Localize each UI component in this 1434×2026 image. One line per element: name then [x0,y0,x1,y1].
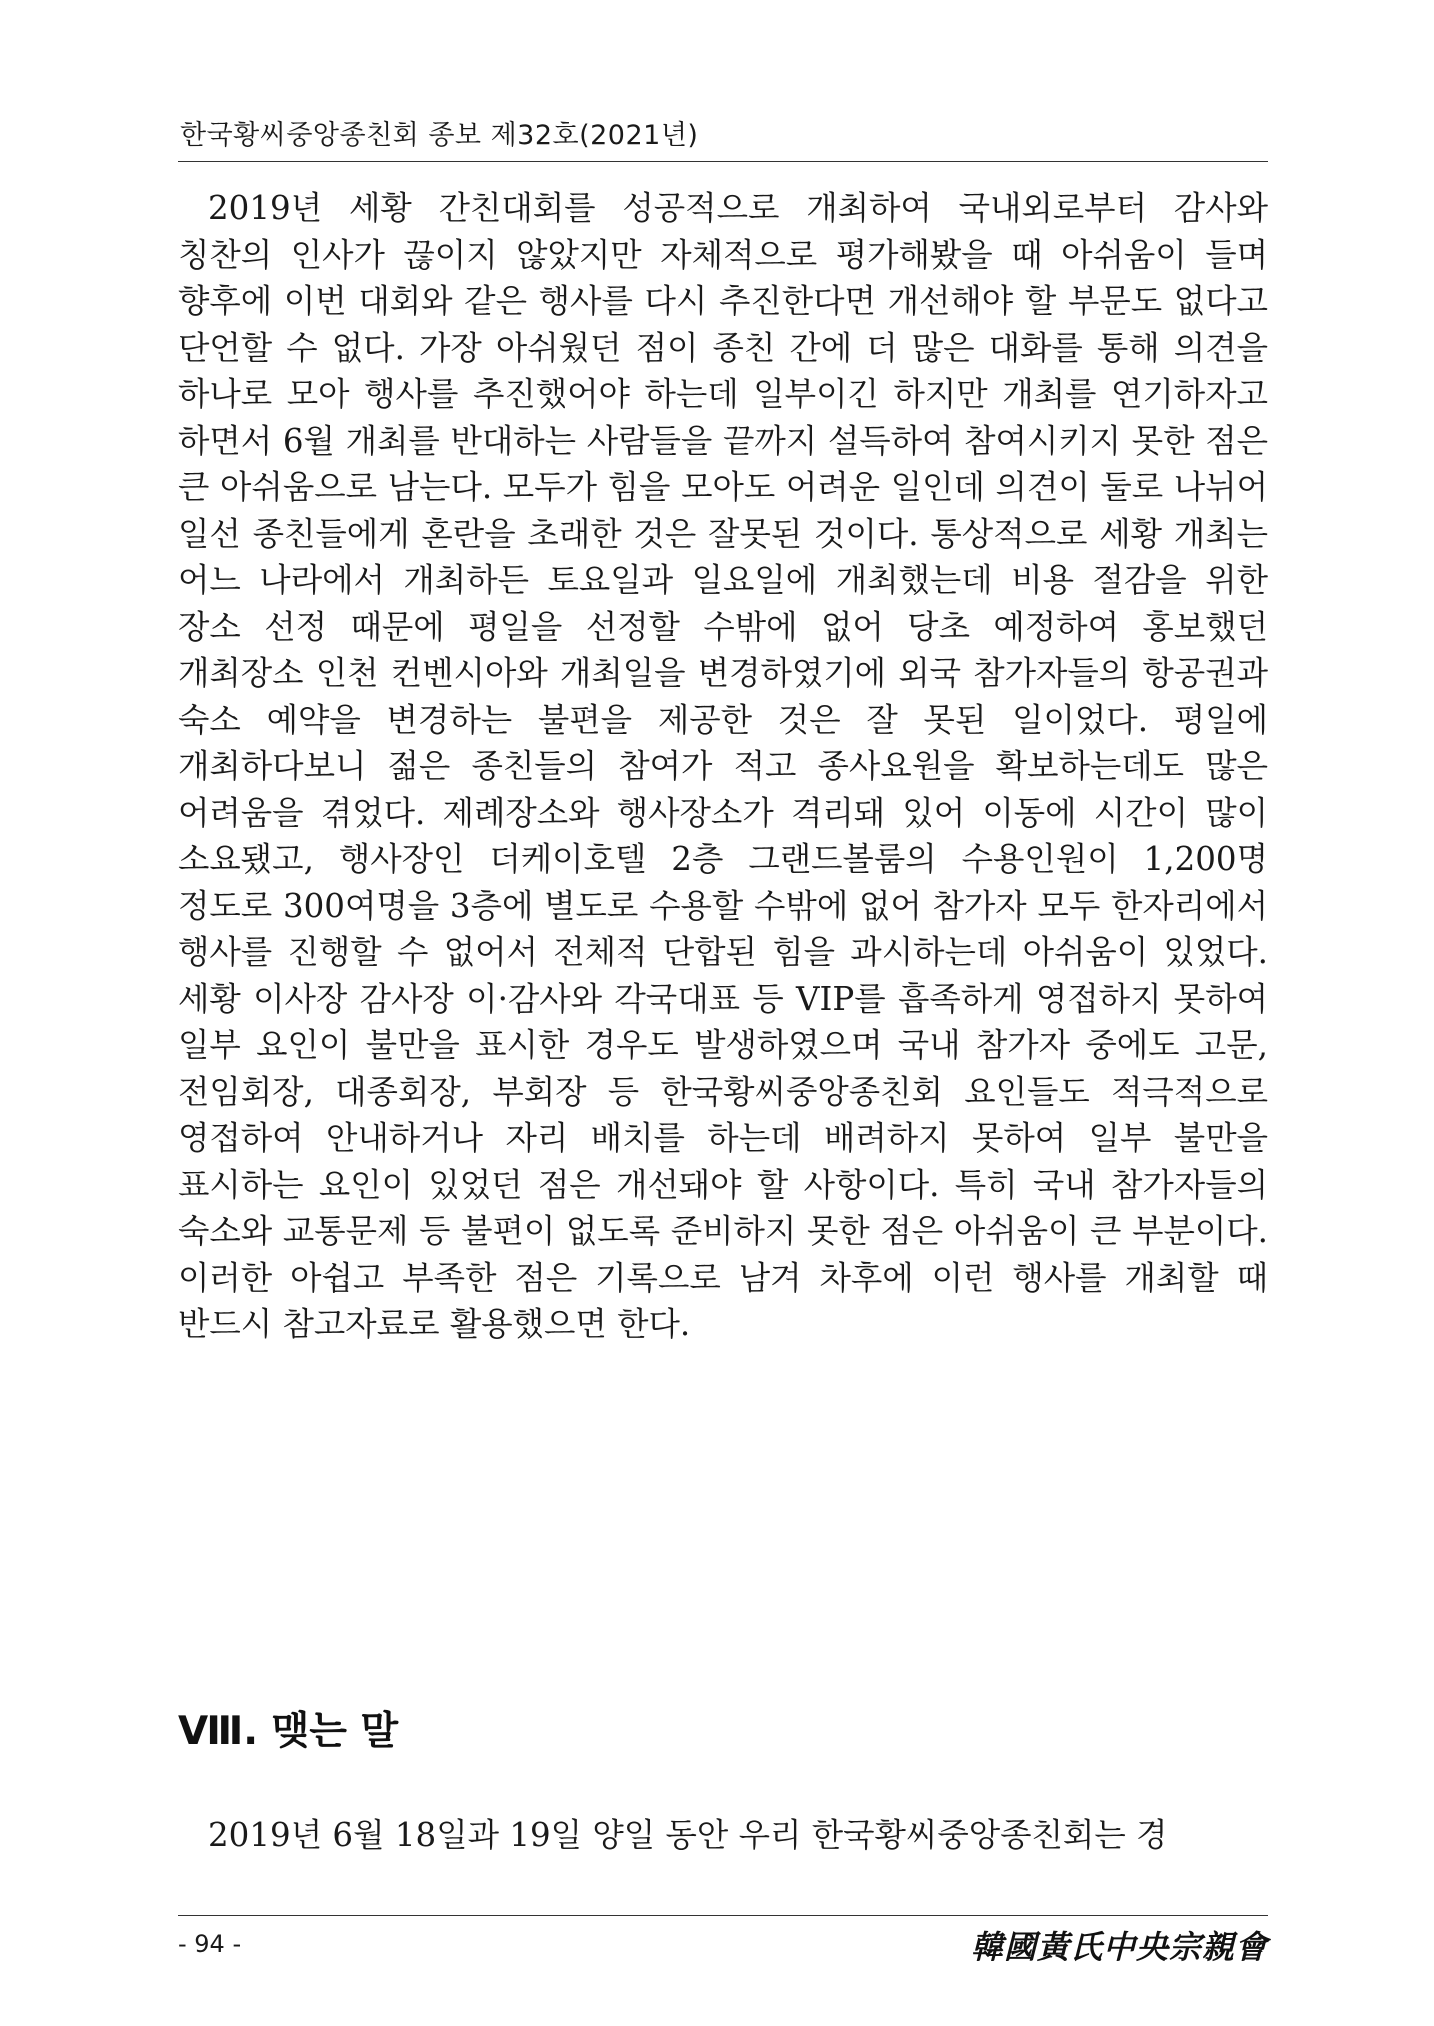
body-paragraph: 2019년 세황 간친대회를 성공적으로 개최하여 국내외로부터 감사와 칭찬의 인사가 끊이지 않았지만 자체적으로 평가해봤을 때 아쉬움이 들며 향후에 이번 대회와 같은 행사를 다시 추진한다면 개선해야 할 부문도 없다고 단언할 수 없다. 가장 아쉬웠던 점이 종친 간에 더 많은 대화를 통해 의견을 하나로 모아 행사를 추진했어야 하는데 일부이긴 하지만 개최를 연기하자고 하면서 6월 개최를 반대하는 사람들을 끝까지 설득하여 참여시키지 못한 점은 큰 아쉬움으로 남는다. 모두가 힘을 모아도 어려운 일인데 의견이 둘로 나뉘어 일선 종친들에게 혼란을 초래한 것은 잘못된 것이다. 통상적으로 세황 개최는 어느 나라에서 개최하든 토요일과 일요일에 개최했는데 비용 절감을 위한 장소 선정 때문에 평일을 선정할 수밖에 없어 당초 예정하여 홍보했던 개최장소 인천 컨벤시아와 개최일을 변경하였기에 외국 참가자들의 항공권과 숙소 예약을 변경하는 불편을 제공한 것은 잘 못된 일이었다. 평일에 개최하다보니 젊은 종친들의 참여가 적고 종사요원을 확보하는데도 많은 어려움을 겪었다. 제례장소와 행사장소가 격리돼 있어 이동에 시간이 많이 소요됐고, 행사장인 더케이호텔 2층 그랜드볼룸의 수용인원이 1,200명 정도로 300여명을 3층에 별도로 수용할 수밖에 없어 참가자 모두 한자리에서 행사를 진행할 수 없어서 전체적 단합된 힘을 과시하는데 아쉬움이 있었다. 세황 이사장 감사장 이·감사와 각국대표 등 VIP를 흡족하게 영접하지 못하여 일부 요인이 불만을 표시한 경우도 발생하였으며 국내 참가자 중에도 고문, 전임회장, 대종회장, 부회장 등 한국황씨중앙종친회 요인들도 적극적으로 영접하여 안내하거나 자리 배치를 하는데 배려하지 못하여 일부 불만을 표시하는 요인이 있었던 점은 개선돼야 할 사항이다. 특히 국내 참가자들의 숙소와 교통문제 등 불편이 없도록 준비하지 못한 점은 아쉬움이 큰 부분이다. 이러한 아쉽고 부족한 점은 기록으로 남겨 차후에 이런 행사를 개최할 때 반드시 참고자료로 활용했으면 한다. [178,189,1268,1343]
footer-organization-name: 韓國黃氏中央宗親會 [970,1928,1268,1966]
section-heading: Ⅷ. 맺는 말 [178,1709,399,1754]
header-divider [178,161,1268,162]
page-number: - 94 - [178,1930,242,1958]
closing-paragraph: 2019년 6월 18일과 19일 양일 동안 우리 한국황씨중앙종친회는 경 [208,1816,1168,1854]
footer-divider [178,1915,1268,1916]
header-title: 한국황씨중앙종친회 종보 제32호(2021년) [180,120,699,151]
